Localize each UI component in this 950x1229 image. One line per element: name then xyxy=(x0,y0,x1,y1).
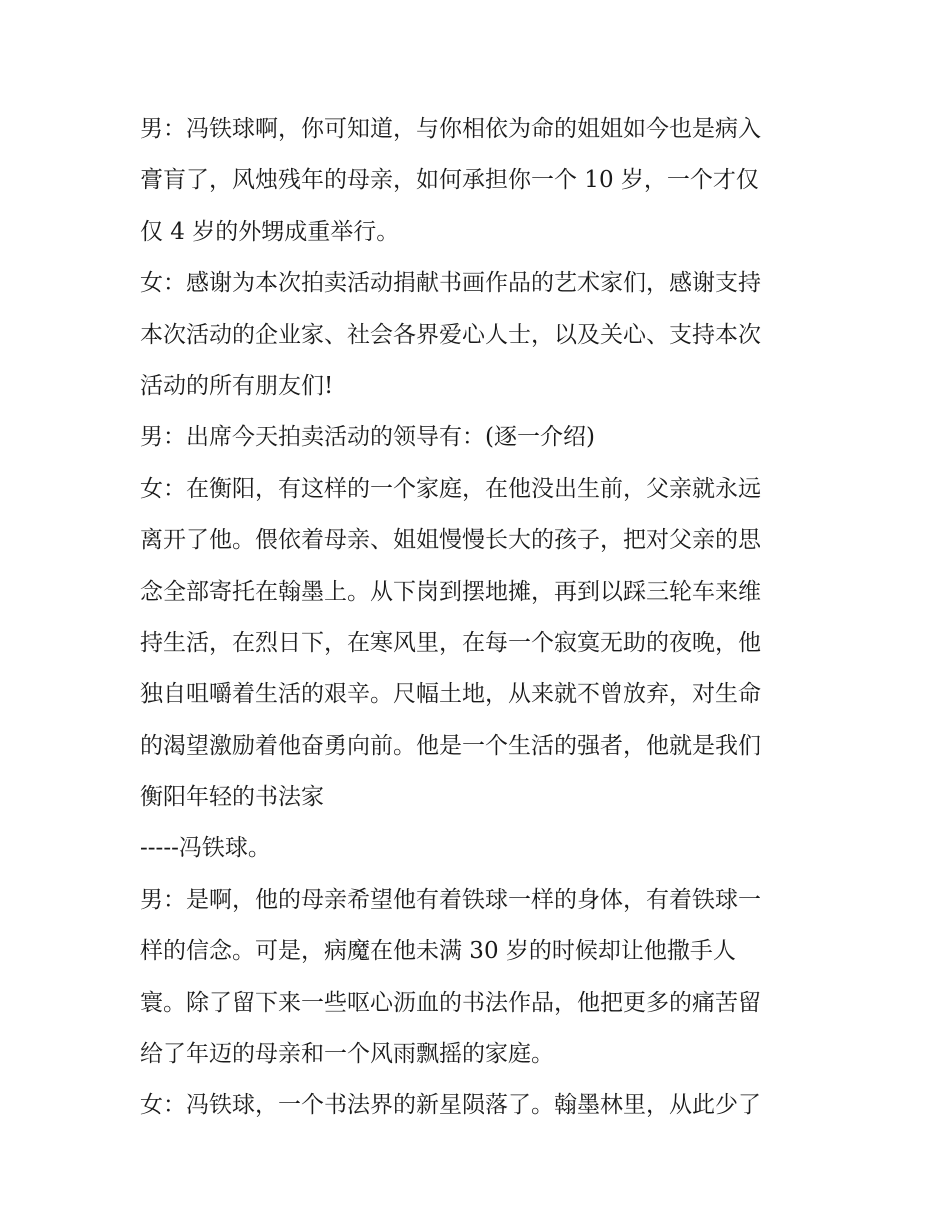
text-line: 持生活，在烈日下，在寒风里，在每一个寂寞无助的夜晚，他 xyxy=(140,629,761,656)
text-line: 独自咀嚼着生活的艰辛。尺幅土地，从来就不曾放弃，对生命 xyxy=(140,681,761,708)
text-line: 本次活动的企业家、社会各界爱心人士，以及关心、支持本次 xyxy=(140,321,761,348)
text-line: 念全部寄托在翰墨上。从下岗到摆地摊，再到以踩三轮车来维 xyxy=(140,578,761,605)
document-body xyxy=(140,104,820,1132)
text-line: 离开了他。偎依着母亲、姐姐慢慢长大的孩子，把对父亲的思 xyxy=(140,527,761,554)
text-line: 膏肓了，风烛残年的母亲，如何承担你一个 10 岁，一个才仅 xyxy=(140,167,759,194)
text-line: -----冯铁球。 xyxy=(140,835,271,862)
text-line: 样的信念。可是，病魔在他未满 30 岁的时候却让他撒手人 xyxy=(140,938,736,965)
text-line: 寰。除了留下来一些呕心沥血的书法作品，他把更多的痛苦留 xyxy=(140,989,761,1016)
text-line: 活动的所有朋友们! xyxy=(140,372,334,399)
text-line: 男：出席今天拍卖活动的领导有：(逐一介绍) xyxy=(140,424,595,451)
text-line: 衡阳年轻的书法家 xyxy=(140,784,324,811)
text-line: 仅 4 岁的外甥成重举行。 xyxy=(140,218,400,245)
text-line: 给了年迈的母亲和一个风雨飘摇的家庭。 xyxy=(140,1041,554,1068)
text-line: 男：是啊，他的母亲希望他有着铁球一样的身体，有着铁球一 xyxy=(140,886,761,913)
text-line: 女：在衡阳，有这样的一个家庭，在他没出生前，父亲就永远 xyxy=(140,475,761,502)
text-line: 女：感谢为本次拍卖活动捐献书画作品的艺术家们，感谢支持 xyxy=(140,270,761,297)
text-line: 男：冯铁球啊，你可知道，与你相依为命的姐姐如今也是病入 xyxy=(140,116,761,142)
text-line: 的渴望激励着他奋勇向前。他是一个生活的强者，他就是我们 xyxy=(140,732,761,759)
text-line: 女：冯铁球，一个书法界的新星陨落了。翰墨林里，从此少了 xyxy=(140,1092,761,1119)
